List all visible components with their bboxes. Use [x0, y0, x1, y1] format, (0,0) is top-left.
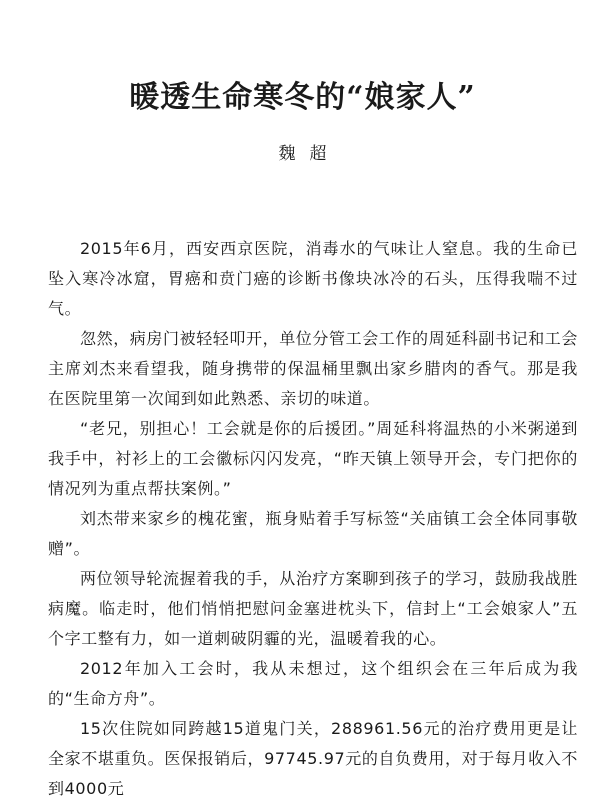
paragraph: “老兄，别担心！工会就是你的后援团。”周延科将温热的小米粥递到我手中，衬衫上的工会徽标闪闪发亮，“昨天镇上领导开会，专门把你的情况列为重点帮扶案例。”: [48, 419, 578, 498]
paragraph: 15次住院如同跨越15道鬼门关，288961.56元的治疗费用更是让全家不堪重负。医保报销后，97745.97元的自负费用，对于每月收入不到4000元: [48, 719, 578, 798]
paragraph: 2012年加入工会时，我从未想过，这个组织会在三年后成为我的“生命方舟”。: [48, 659, 578, 708]
article-body: [48, 234, 578, 804]
paragraph: 2015年6月，西安西京医院，消毒水的气味让人窒息。我的生命已坠入寒冷冰窟，胃癌和贲门癌的诊断书像块冰冷的石头，压得我喘不过气。: [48, 239, 578, 318]
paragraph: 两位领导轮流握着我的手，从治疗方案聊到孩子的学习，鼓励我战胜病魔。临走时，他们悄悄把慰问金塞进枕头下，信封上“工会娘家人”五个字工整有力，如一道刺破阴霾的光，温暖着我的心。: [48, 569, 579, 648]
article-title: 暖透生命寒冬的“娘家人”: [129, 80, 476, 116]
paragraph: 忽然，病房门被轻轻叩开，单位分管工会工作的周延科副书记和工会主席刘杰来看望我，随身携带的保温桶里飘出家乡腊肉的香气。那是我在医院里第一次闻到如此熟悉、亲切的味道。: [48, 329, 579, 408]
article-author: 魏超: [278, 144, 341, 164]
paragraph: 刘杰带来家乡的槐花蜜，瓶身贴着手写标签“关庙镇工会全体同事敬赠”。: [48, 509, 578, 558]
